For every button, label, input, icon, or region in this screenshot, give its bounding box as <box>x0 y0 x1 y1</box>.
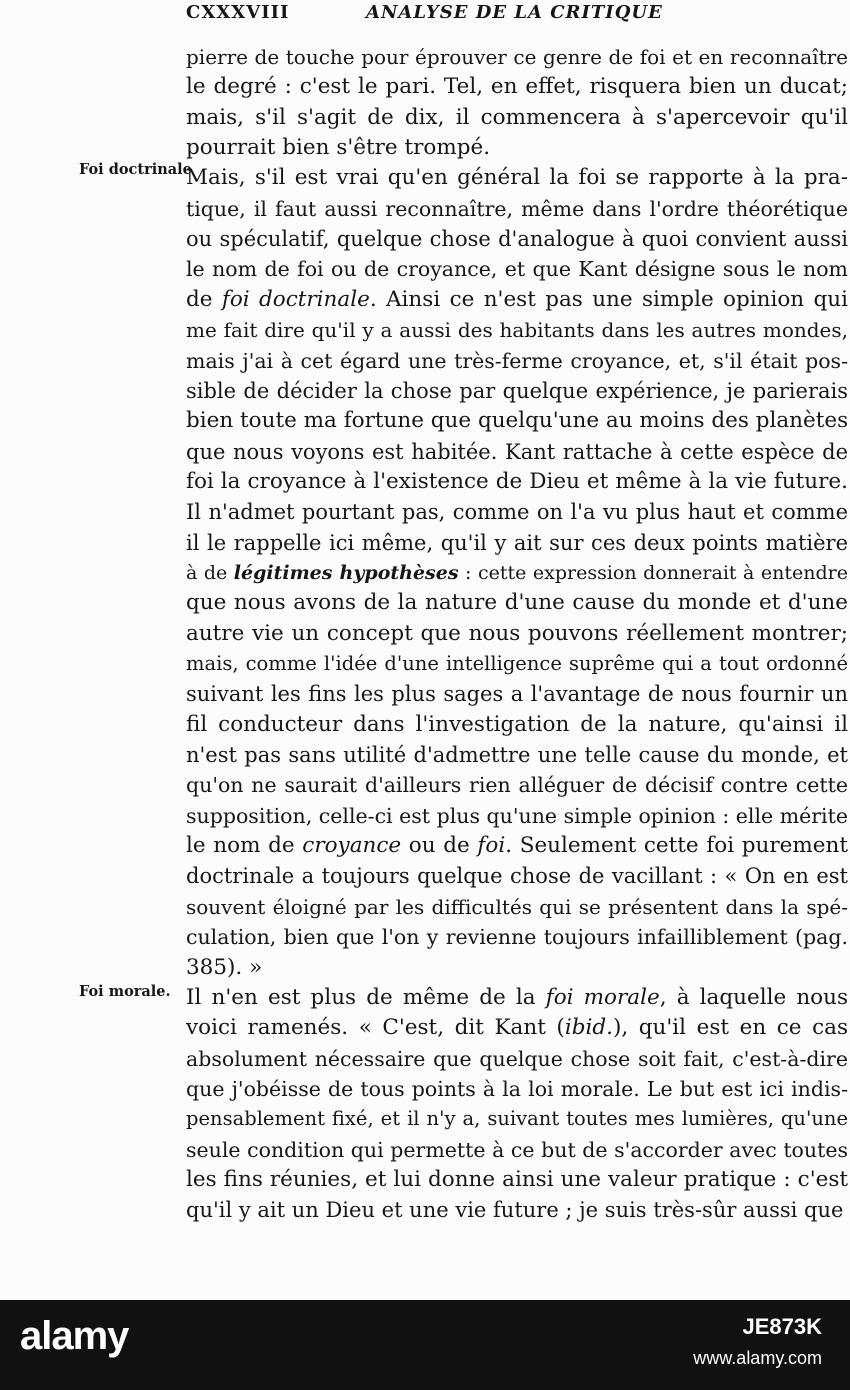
margin-note-foi-morale: Foi morale. <box>79 983 171 1000</box>
italic-text: ibid. <box>564 1015 613 1041</box>
text-line <box>186 406 848 436</box>
text-line <box>186 42 848 72</box>
italic-text: foi <box>477 833 506 859</box>
text-run: me fait dire qu'il y a aussi des habitants dans les autres mondes, <box>186 318 848 343</box>
running-title: ANALYSE DE LA CRITIQUE <box>366 2 663 23</box>
text-line <box>186 163 848 193</box>
text-line <box>186 1044 848 1074</box>
page-folio: CXXXVIII <box>186 2 290 23</box>
text-line <box>186 892 848 922</box>
text-run: il le rappelle ici même, qu'il y ait sur ces deux points matière <box>186 530 848 555</box>
text-run: le nom de foi ou de croyance, et que Kant désigne sous le nom <box>186 257 848 282</box>
text-run: : cette expression donnerait à entendre <box>458 561 848 584</box>
text-line <box>186 770 848 800</box>
italic-text: croyance <box>302 833 402 859</box>
text-run: Il n'admet pourtant pas, comme on l'a vu plus haut et comme <box>186 500 848 525</box>
text-run: ou de <box>401 833 478 859</box>
text-line <box>186 801 848 831</box>
margin-note-foi-doctrinale: Foi doctrinale <box>79 161 192 178</box>
text-run: souvent éloigné par les difficultés qui se présentent dans la spé- <box>186 894 848 919</box>
text-line <box>186 194 848 224</box>
text-line <box>186 1195 848 1225</box>
alamy-logo: alamy <box>20 1314 129 1358</box>
text-line <box>186 133 848 163</box>
text-line <box>186 588 848 618</box>
text-run: tique, il faut aussi reconnaître, même dans l'ordre théorétique <box>186 196 848 221</box>
text-run: le degré : c'est le pari. Tel, en effet, risquera bien un ducat; <box>186 74 848 100</box>
text-run: pensablement fixé, et il n'y a, suivant toutes mes lumières, qu'une <box>186 1107 848 1131</box>
text-line <box>186 740 848 770</box>
text-run: pierre de touche pour éprouver ce genre de foi et en reconnaître <box>186 45 848 69</box>
text-run: seule condition qui permette à ce but de s'accorder avec toutes <box>186 1137 848 1162</box>
image-id: JE873K <box>742 1314 822 1339</box>
text-line <box>186 497 848 527</box>
text-run: foi la croyance à l'existence de Dieu et même à la vie future. <box>186 468 848 494</box>
text-line <box>186 528 848 558</box>
text-run: voici ramenés. « C'est, dit Kant ( <box>186 1015 565 1041</box>
text-line <box>186 679 848 709</box>
text-line <box>186 437 848 467</box>
text-run: mais j'ai à cet égard une très-ferme croyance, et, s'il était pos- <box>186 348 848 373</box>
text-line <box>186 254 848 284</box>
text-run: mais, comme l'idée d'une intelligence suprême qui a tout ordonné <box>186 652 848 675</box>
text-line <box>186 346 848 376</box>
italic-text: foi morale <box>545 984 660 1010</box>
text-run: suivant les fins les plus sages a l'avantage de nous fournir un <box>186 682 848 707</box>
running-header <box>186 2 846 28</box>
text-run: que nous avons de la nature d'une cause du monde et d'une <box>186 590 848 616</box>
text-line <box>186 710 848 740</box>
text-line <box>186 983 848 1013</box>
italic-text: foi doctrinale <box>221 286 370 312</box>
text-line <box>186 103 848 133</box>
text-run: pourrait bien s'être trompé. <box>186 135 491 161</box>
text-line <box>186 922 848 952</box>
text-run: que nous voyons est habitée. Kant rattache à cette espèce de <box>186 439 848 464</box>
text-line <box>186 1165 848 1195</box>
text-run: bien toute ma fortune que quelqu'une au moins des planètes <box>186 408 849 434</box>
text-run: de <box>186 286 222 312</box>
text-run: n'est pas sans utilité d'admettre une telle cause du monde, et <box>186 743 848 768</box>
text-run: les fins réunies, et lui donne ainsi une valeur pratique : c'est <box>186 1166 848 1192</box>
text-run: que j'obéisse de tous points à la loi morale. Le but est ici indis- <box>186 1076 848 1101</box>
text-line <box>186 72 848 102</box>
text-run: Mais, s'il est vrai qu'en général la foi se rapporte à la pra- <box>186 165 848 191</box>
text-run: absolument nécessaire que quelque chose soit fait, c'est-à-dire <box>186 1046 848 1071</box>
text-run: à de <box>186 561 234 584</box>
text-run: 385). » <box>186 954 263 980</box>
text-line <box>186 1135 848 1165</box>
text-run: , à laquelle nous <box>659 984 848 1010</box>
text-line <box>186 861 848 891</box>
text-line <box>186 831 848 861</box>
text-line <box>186 558 848 588</box>
text-run: ou spéculatif, quelque chose d'analogue à quoi convient aussi <box>186 227 848 252</box>
text-line <box>186 376 848 406</box>
text-run: qu'il y ait un Dieu et une vie future ; je suis très-sûr aussi que <box>186 1198 844 1223</box>
site-url: www.alamy.com <box>693 1348 822 1368</box>
text-run: fil conducteur dans l'investigation de la nature, qu'ainsi il <box>186 711 848 737</box>
text-run: mais, s'il s'agit de dix, il commencera à s'apercevoir qu'il <box>186 104 848 130</box>
text-line <box>186 224 848 254</box>
text-run: . Seulement cette foi purement <box>505 833 848 859</box>
text-run: . Ainsi ce n'est pas une simple opinion qui <box>369 286 848 312</box>
text-line <box>186 619 848 649</box>
text-run: sible de décider la chose par quelque expérience, je parierais <box>186 378 848 403</box>
text-line <box>186 649 848 679</box>
text-line <box>186 467 848 497</box>
text-run: culation, bien que l'on y revienne toujours infailliblement (pag. <box>186 925 848 950</box>
watermark-footer <box>0 1300 850 1390</box>
text-run: Il n'en est plus de même de la <box>186 984 546 1010</box>
text-run: le nom de <box>186 833 303 859</box>
text-line <box>186 315 848 345</box>
text-line <box>186 953 848 983</box>
text-line <box>186 1074 848 1104</box>
text-line <box>186 285 848 315</box>
text-run: supposition, celle-ci est plus qu'une simple opinion : elle mérite <box>186 803 848 828</box>
text-line <box>186 1013 848 1043</box>
text-run: doctrinale a toujours quelque chose de vacillant : « On en est <box>186 864 848 889</box>
text-run: autre vie un concept que nous pouvons réellement montrer; <box>186 620 848 646</box>
text-line <box>186 1104 848 1134</box>
text-run: ), qu'il est en ce cas <box>612 1015 848 1041</box>
italic-text: légitimes hypothèses <box>233 561 459 584</box>
text-run: qu'on ne saurait d'ailleurs rien alléguer de décisif contre cette <box>186 773 848 798</box>
